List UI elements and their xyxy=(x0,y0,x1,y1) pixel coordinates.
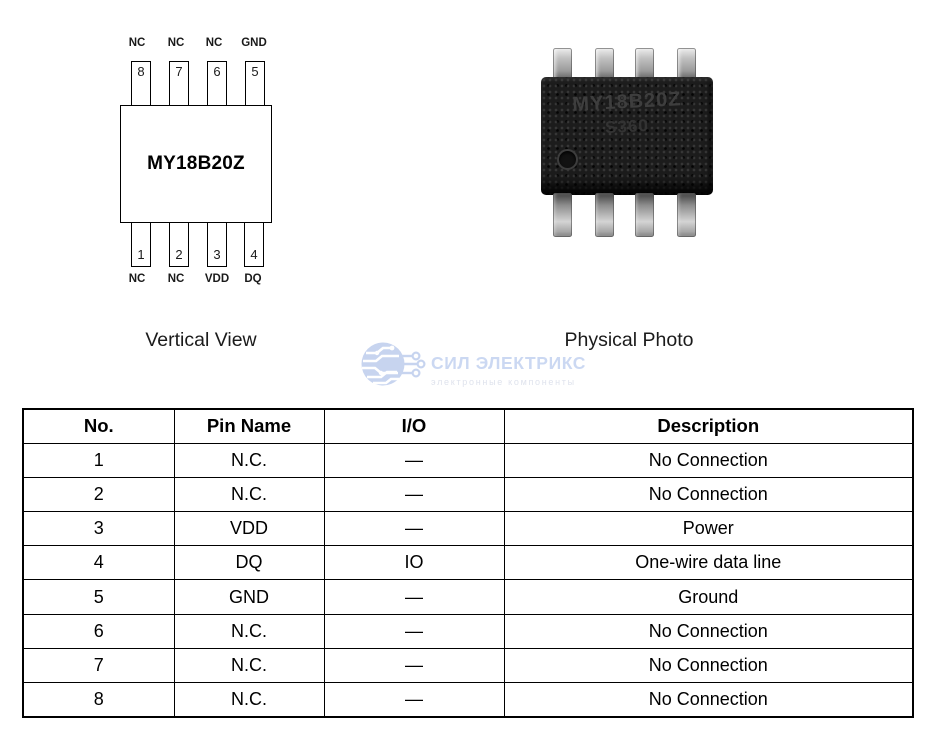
chip-photo-marking: S360 xyxy=(604,115,650,138)
chip-photo-pin xyxy=(595,193,614,237)
pin-label-bottom: VDD xyxy=(204,273,230,285)
table-row xyxy=(23,546,913,580)
cell-pin-name: DQ xyxy=(174,546,324,580)
cell-io: — xyxy=(324,683,504,717)
pin-number: 6 xyxy=(213,64,221,79)
table-header-row xyxy=(23,409,913,443)
cell-pin-name: N.C. xyxy=(174,683,324,717)
table-row xyxy=(23,477,913,511)
cell-no: 5 xyxy=(23,580,174,614)
cell-no: 3 xyxy=(23,512,174,546)
pin-number: 5 xyxy=(251,64,259,79)
cell-description: No Connection xyxy=(504,443,913,477)
header-description: Description xyxy=(504,409,913,443)
cell-io: — xyxy=(324,443,504,477)
table-row xyxy=(23,443,913,477)
pin-label-top: NC xyxy=(205,37,223,49)
header-no: No. xyxy=(23,409,174,443)
pin-box-6 xyxy=(207,61,227,106)
pin-box-1 xyxy=(131,222,151,267)
pin1-indicator-dot xyxy=(557,149,578,170)
pin-label-bottom: DQ xyxy=(244,273,262,285)
cell-pin-name: N.C. xyxy=(174,443,324,477)
chip-body-outline xyxy=(120,105,272,223)
chip-part-number: MY18B20Z xyxy=(147,153,245,174)
watermark xyxy=(361,340,586,388)
cell-pin-name: N.C. xyxy=(174,614,324,648)
table-row xyxy=(23,648,913,682)
pin-box-5 xyxy=(245,61,265,106)
watermark-brand: СИЛ ЭЛЕКТРИКС xyxy=(431,353,587,373)
cell-pin-name: VDD xyxy=(174,512,324,546)
cell-pin-name: N.C. xyxy=(174,648,324,682)
cell-description: No Connection xyxy=(504,648,913,682)
cell-no: 7 xyxy=(23,648,174,682)
pin-label-top: NC xyxy=(128,37,146,49)
cell-description: Ground xyxy=(504,580,913,614)
cell-no: 2 xyxy=(23,477,174,511)
chip-photo-body xyxy=(541,77,713,195)
chip-photo-pin xyxy=(677,193,696,237)
cell-no: 6 xyxy=(23,614,174,648)
cell-no: 4 xyxy=(23,546,174,580)
circuit-logo-icon xyxy=(361,340,427,388)
cell-description: No Connection xyxy=(504,683,913,717)
table-row xyxy=(23,683,913,717)
pin-description-table xyxy=(22,408,914,718)
physical-photo-caption: Physical Photo xyxy=(564,329,694,351)
watermark-text xyxy=(431,353,586,387)
table-row xyxy=(23,614,913,648)
cell-io: — xyxy=(324,477,504,511)
pin-number: 7 xyxy=(175,64,183,79)
vertical-view-caption: Vertical View xyxy=(145,329,257,351)
header-io: I/O xyxy=(324,409,504,443)
table-row xyxy=(23,512,913,546)
pin-number: 1 xyxy=(137,247,145,262)
header-pin-name: Pin Name xyxy=(174,409,324,443)
cell-description: One-wire data line xyxy=(504,546,913,580)
chip-photo xyxy=(540,46,714,240)
pin-number: 2 xyxy=(175,247,183,262)
cell-pin-name: GND xyxy=(174,580,324,614)
cell-io: — xyxy=(324,512,504,546)
cell-description: Power xyxy=(504,512,913,546)
pin-box-2 xyxy=(169,222,189,267)
cell-io: IO xyxy=(324,546,504,580)
pin-box-4 xyxy=(244,222,264,267)
chip-photo-marking: MY18B20Z xyxy=(571,88,683,116)
pin-label-top: GND xyxy=(241,37,267,49)
cell-io: — xyxy=(324,580,504,614)
pin-label-bottom: NC xyxy=(167,273,185,285)
chip-photo-pin xyxy=(635,193,654,237)
cell-no: 8 xyxy=(23,683,174,717)
cell-io: — xyxy=(324,614,504,648)
table-row xyxy=(23,580,913,614)
pin-label-bottom: NC xyxy=(128,273,146,285)
pin-number: 3 xyxy=(213,247,221,262)
pin-number: 8 xyxy=(137,64,145,79)
pin-box-3 xyxy=(207,222,227,267)
pin-box-8 xyxy=(131,61,151,106)
chip-photo-pin xyxy=(553,193,572,237)
cell-no: 1 xyxy=(23,443,174,477)
watermark-tagline: электронные компоненты xyxy=(431,377,576,387)
pin-label-top: NC xyxy=(167,37,185,49)
cell-description: No Connection xyxy=(504,477,913,511)
pin-box-7 xyxy=(169,61,189,106)
cell-io: — xyxy=(324,648,504,682)
cell-pin-name: N.C. xyxy=(174,477,324,511)
pin-number: 4 xyxy=(250,247,258,262)
cell-description: No Connection xyxy=(504,614,913,648)
